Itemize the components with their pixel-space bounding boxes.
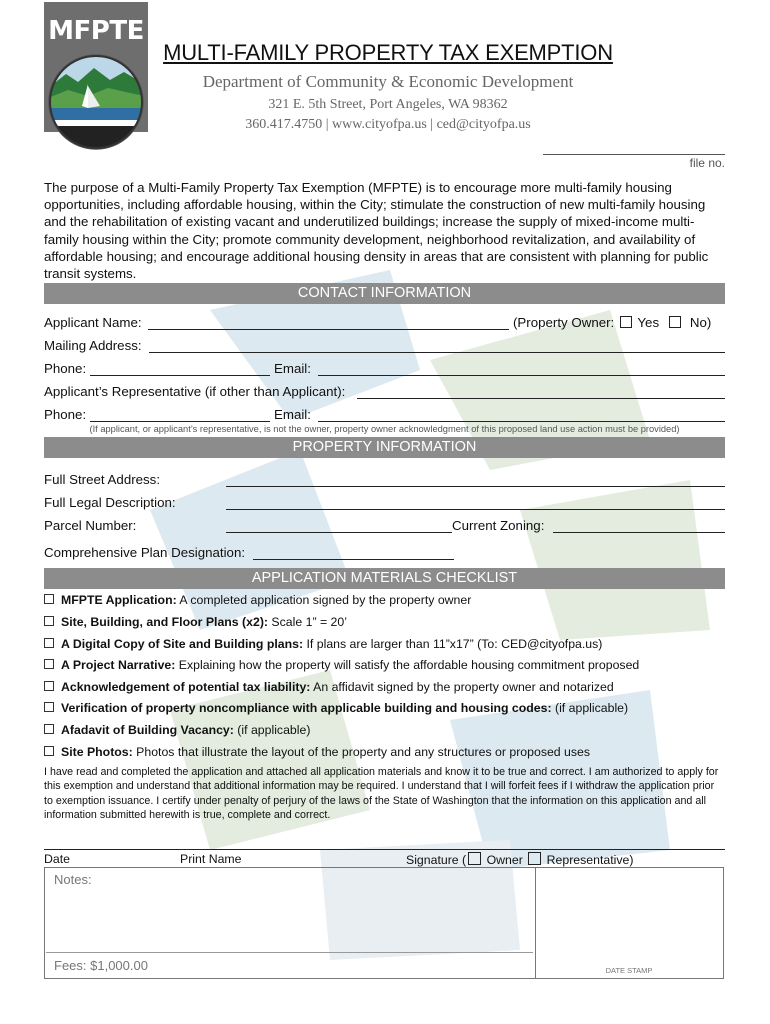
checklist-item-detail: (if applicable) <box>233 723 311 737</box>
signature-label: Signature ( <box>406 853 467 867</box>
fees-label: Fees: $1,000.00 <box>54 958 148 973</box>
date-label: Date <box>44 852 70 866</box>
phone-label: Phone: <box>44 361 87 376</box>
owner-yes-label: Yes <box>637 315 660 330</box>
checklist-checkbox[interactable] <box>44 638 54 648</box>
date-stamp-label: DATE STAMP <box>605 966 653 975</box>
print-name-label: Print Name <box>180 852 242 866</box>
checklist-item-detail: A completed application signed by the property owner <box>176 593 472 607</box>
owner-yes-checkbox[interactable] <box>620 316 632 328</box>
department-address: 321 E. 5th Street, Port Angeles, WA 98362 <box>268 97 508 112</box>
checklist-checkbox[interactable] <box>44 702 54 712</box>
legal-description-field[interactable] <box>226 509 725 510</box>
signer-owner-checkbox[interactable] <box>468 852 481 865</box>
parcel-number-field[interactable] <box>226 532 452 533</box>
checklist-item-detail: Explaining how the property will satisfy the affordable housing commitment proposed <box>175 658 640 672</box>
checklist-item <box>44 658 639 672</box>
representative-phone-field[interactable] <box>90 421 270 422</box>
checklist-item-detail: Scale 1” = 20’ <box>268 615 347 629</box>
city-landscape-seal-icon <box>48 54 144 150</box>
owner-no-label: No) <box>689 315 712 330</box>
legal-description-label: Full Legal Description: <box>44 495 176 510</box>
representative-phone-label: Phone: <box>44 407 87 422</box>
property-owner-label: (Property Owner: <box>513 315 615 330</box>
department-name: Department of Community & Economic Development <box>202 72 574 91</box>
checklist-section-header: APPLICATION MATERIALS CHECKLIST <box>44 568 725 589</box>
checklist-checkbox[interactable] <box>44 724 54 734</box>
checklist-item-title: Site Photos: <box>61 745 133 759</box>
notes-divider <box>46 952 533 953</box>
street-address-label: Full Street Address: <box>44 472 161 487</box>
contact-section-header: CONTACT INFORMATION <box>44 283 725 304</box>
checklist-item <box>44 723 310 737</box>
checklist-item-detail: An affidavit signed by the property owner and notarized <box>310 680 614 694</box>
checklist-item <box>44 593 471 607</box>
signature-role <box>406 852 633 867</box>
representative-email-field[interactable] <box>318 421 725 422</box>
parcel-number-label: Parcel Number: <box>44 518 137 533</box>
logo-text: MFPTE <box>48 16 144 46</box>
email-field[interactable] <box>318 375 725 376</box>
checklist-item-detail: (if applicable) <box>551 701 629 715</box>
checklist-item <box>44 637 602 651</box>
checklist-item-title: A Digital Copy of Site and Building plans: <box>61 637 304 651</box>
signer-representative-checkbox[interactable] <box>528 852 541 865</box>
comp-plan-label: Comprehensive Plan Designation: <box>44 545 246 560</box>
file-number-field[interactable] <box>543 154 725 155</box>
checklist-item <box>44 745 590 759</box>
mailing-address-field[interactable] <box>149 352 725 353</box>
checklist-item-detail: Photos that illustrate the layout of the property and any structures or proposed uses <box>132 745 591 759</box>
current-zoning-label: Current Zoning: <box>452 518 545 533</box>
signature-line[interactable] <box>44 849 725 850</box>
representative-label: Applicant’s Representative (if other than Applicant): <box>44 384 346 399</box>
mfpte-logo <box>44 2 148 182</box>
purpose-paragraph: The purpose of a Multi-Family Property Tax Exemption (MFPTE) is to encourage more multi-family housing opportunities, including affordable housing, within the City; stimulate the construction of new multi-family housing and the rehabilitation of existing vacant and underutilized buildings; increase the supply of mixed-income multi-family housing within the City; promote community development, neighborhood revitalization, and availability of affordable housing; and encourage additional housing density in areas that are consistent with planning for public transit systems. <box>44 180 709 282</box>
department-contact: 360.417.4750 | www.cityofpa.us | ced@cityofpa.us <box>245 117 531 132</box>
checklist-checkbox[interactable] <box>44 616 54 626</box>
checklist-item-title: Acknowledgement of potential tax liability: <box>61 680 311 694</box>
email-label: Email: <box>274 361 311 376</box>
signer-representative-label: Representative) <box>546 853 634 867</box>
applicant-name-field[interactable] <box>148 329 509 330</box>
checklist-checkbox[interactable] <box>44 681 54 691</box>
certification-statement: I have read and completed the application and attached all application materials and know it to be true and correct. I am authorized to apply for this exemption and understand that additional information may be required. I understand that I will forfeit fees if I withdraw the application prior to exemption issuance. I certify under penalty of perjury of the laws of the State of Washington that the information on this application and all information submitted herewith is true, complete and correct. <box>44 766 719 822</box>
representative-email-label: Email: <box>274 407 311 422</box>
checklist-item <box>44 615 347 629</box>
checklist-item-detail: If plans are larger than 11”x17” (To: CED@cityofpa.us) <box>303 637 603 651</box>
checklist-item-title: Site, Building, and Floor Plans (x2): <box>61 615 269 629</box>
checklist-item <box>44 701 628 715</box>
checklist-checkbox[interactable] <box>44 746 54 756</box>
current-zoning-field[interactable] <box>553 532 725 533</box>
notes-label: Notes: <box>54 872 92 887</box>
checklist-item <box>44 680 614 694</box>
checklist-item-title: Verification of property noncompliance with applicable building and housing codes: <box>61 701 552 715</box>
phone-field[interactable] <box>90 375 270 376</box>
checklist-item-title: MFPTE Application: <box>61 593 177 607</box>
representative-field[interactable] <box>357 398 725 399</box>
street-address-field[interactable] <box>226 486 725 487</box>
form-title: MULTI-FAMILY PROPERTY TAX EXEMPTION <box>163 40 613 65</box>
owner-acknowledgment-note: (If applicant, or applicant’s representative, is not the owner, property owner acknowledgment of this proposed land use action must be provided) <box>89 424 680 434</box>
checklist-item-title: A Project Narrative: <box>61 658 176 672</box>
checklist-item-title: Afadavit of Building Vacancy: <box>61 723 234 737</box>
owner-no-checkbox[interactable] <box>669 316 681 328</box>
checklist-checkbox[interactable] <box>44 594 54 604</box>
mailing-address-label: Mailing Address: <box>44 338 142 353</box>
applicant-name-label: Applicant Name: <box>44 315 142 330</box>
comp-plan-field[interactable] <box>253 559 454 560</box>
checklist-checkbox[interactable] <box>44 659 54 669</box>
date-stamp-box <box>535 867 724 979</box>
signer-owner-label: Owner <box>486 853 523 867</box>
property-section-header: PROPERTY INFORMATION <box>44 437 725 458</box>
property-owner-question <box>513 315 711 330</box>
file-number-label: file no. <box>689 156 725 170</box>
